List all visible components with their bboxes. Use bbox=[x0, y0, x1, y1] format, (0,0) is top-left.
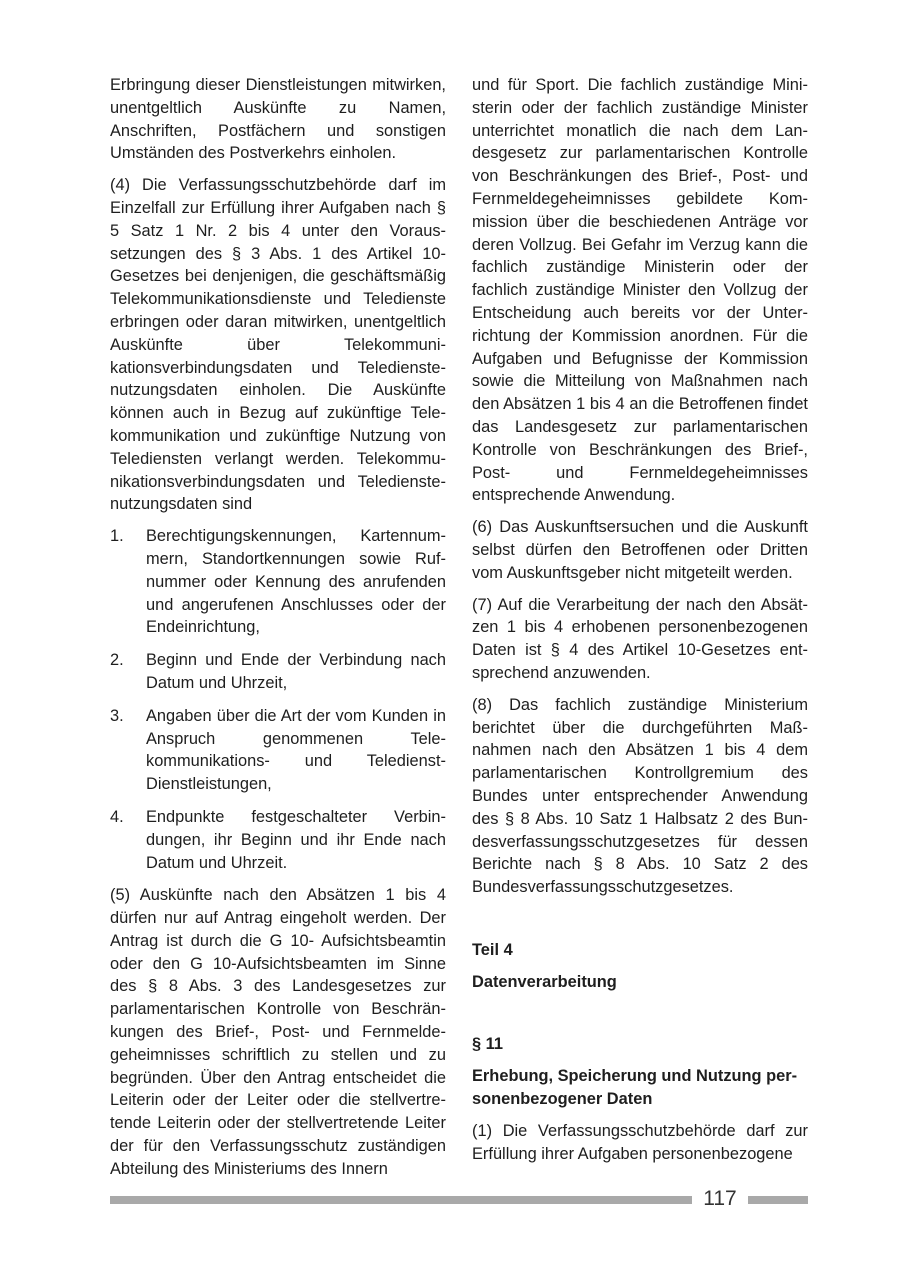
paragraph-5-continued: und für Sport. Die fachlich zuständige Ministerin oder der fachlich zuständige Minister unterrichtet monatlich die nach dem Landesgesetz zur parlamentarischen Kontrolle von Beschränkungen des Brief-, Post- und Fernmeldegeheimnisses gebildete Kommission über die beschiedenen Anträge vor deren Vollzug. Bei Gefahr im Verzug kann die fachlich zuständige Ministerin oder der fachlich zuständige Minister den Vollzug der Entscheidung auch bereits vor der Unterrichtung der Kommission anordnen. Für die Aufgaben und Befugnisse der Kommission sowie die Mitteilung von Maßnahmen nach den Absätzen 1 bis 4 an die Betroffenen findet das Landesgesetz zur parlamentarischen Kontrolle von Beschränkungen des Brief-, Post- und Fernmeldegeheimnisses entsprechende Anwendung. bbox=[472, 76, 808, 505]
list-item-text: Angaben über die Art der vom Kunden in Anspruch genommenen Telekommunikations- und Teledienst-Dienstleistungen, bbox=[146, 706, 446, 794]
section-heading bbox=[472, 1033, 808, 1110]
list-item bbox=[110, 705, 446, 796]
section-title: Erhebung, Speicherung und Nutzung personenbezogener Daten bbox=[472, 1067, 798, 1109]
paragraph-6: (6) Das Auskunftsersuchen und die Auskunft selbst dürfen den Betroffenen oder Dritten vom Auskunftsgeber nicht mitgeteilt werden. bbox=[472, 518, 808, 582]
list-item-number: 2. bbox=[110, 651, 124, 670]
paragraph-5: (5) Auskünfte nach den Absätzen 1 bis 4 dürfen nur auf Antrag eingeholt werden. Der Antrag ist durch die G 10- Aufsichtsbeamtin oder den G 10-Aufsichtsbeamten im Sinne des § 8 Abs. 3 des Landesgesetzes zur parlamentarischen Kontrolle von Beschränkungen des Brief-, Post- und Fernmeldegeheimnisses schriftlich zu stellen und zu begründen. Über den Antrag entscheidet die Leiterin oder der Leiter oder die stellvertretende Leiterin oder der stellvertretende Leiter der für den Verfassungsschutz zuständigen Abteilung des Ministeriums des Innern bbox=[110, 886, 446, 1178]
left-column bbox=[110, 74, 446, 1190]
right-column bbox=[472, 74, 808, 1174]
list-item bbox=[110, 806, 446, 874]
paragraph-4: (4) Die Verfassungsschutzbehörde darf im Einzelfall zur Erfüllung ihrer Aufgaben nach § 5 Satz 1 Nr. 2 bis 4 unter den Voraussetzungen des § 3 Abs. 1 des Artikel 10-Gesetzes bei denjenigen, die geschäftsmäßig Telekommunikationsdienste und Teledienste erbringen oder daran mitwirken, unentgeltlich Auskünfte über Telekommunikationsverbindungsdaten und Teledienstenutzungsdaten einholen. Die Auskünfte können auch in Bezug auf zukünftige Telekommunikation und zukünftige Nutzung von Telediensten verlangt werden. Telekommunikationsverbindungsdaten und Teledienstenutzungsdaten sind bbox=[110, 176, 446, 514]
part-label: Teil 4 bbox=[472, 940, 513, 959]
list-item bbox=[110, 649, 446, 695]
footer-rule-left bbox=[110, 1196, 692, 1204]
part-heading bbox=[472, 939, 808, 994]
list-item-text: Berechtigungskennungen, Kartennummern, Standortkennungen sowie Rufnummer oder Kennung des anrufenden und angerufenen Anschlusses oder der Endeinrichtung, bbox=[146, 527, 446, 637]
list-item-number: 1. bbox=[110, 527, 124, 546]
list-item bbox=[110, 525, 446, 639]
paragraph-8: (8) Das fachlich zuständige Ministerium berichtet über die durchgeführten Maßnahmen nach den Absätzen 1 bis 4 dem parlamentarischen Kontrollgremium des Bundes unter entsprechender Anwendung des § 8 Abs. 10 Satz 1 Halbsatz 2 des Bundesverfassungsschutzgesetzes für dessen Berichte nach § 8 Abs. 10 Satz 2 des Bundesverfassungsschutzgesetzes. bbox=[472, 695, 808, 897]
list-item-text: Endpunkte festgeschalteter Verbindungen, ihr Beginn und ihr Ende nach Datum und Uhrzeit. bbox=[146, 807, 446, 872]
paragraph-11-1: (1) Die Verfassungsschutzbehörde darf zur Erfüllung ihrer Aufgaben personenbezogene bbox=[472, 1121, 808, 1163]
paragraph-7: (7) Auf die Verarbeitung der nach den Absätzen 1 bis 4 erhobenen personenbezogenen Daten ist § 4 des Artikel 10-Gesetzes entsprechend anzuwenden. bbox=[472, 595, 808, 682]
list-item-number: 4. bbox=[110, 807, 124, 826]
part-title: Datenverarbeitung bbox=[472, 972, 617, 991]
section-label: § 11 bbox=[472, 1035, 503, 1054]
list-item-text: Beginn und Ende der Verbindung nach Datum und Uhrzeit, bbox=[146, 651, 446, 692]
paragraph-intro: Erbringung dieser Dienstleistungen mitwirken, unentgeltlich Auskünfte zu Namen, Anschriften, Postfächern und sonstigen Umständen des Postverkehrs einholen. bbox=[110, 76, 446, 163]
footer-rule-right bbox=[748, 1196, 808, 1204]
list-item-number: 3. bbox=[110, 706, 124, 725]
enumerated-list bbox=[110, 525, 446, 874]
page-number: 117 bbox=[703, 1187, 737, 1210]
